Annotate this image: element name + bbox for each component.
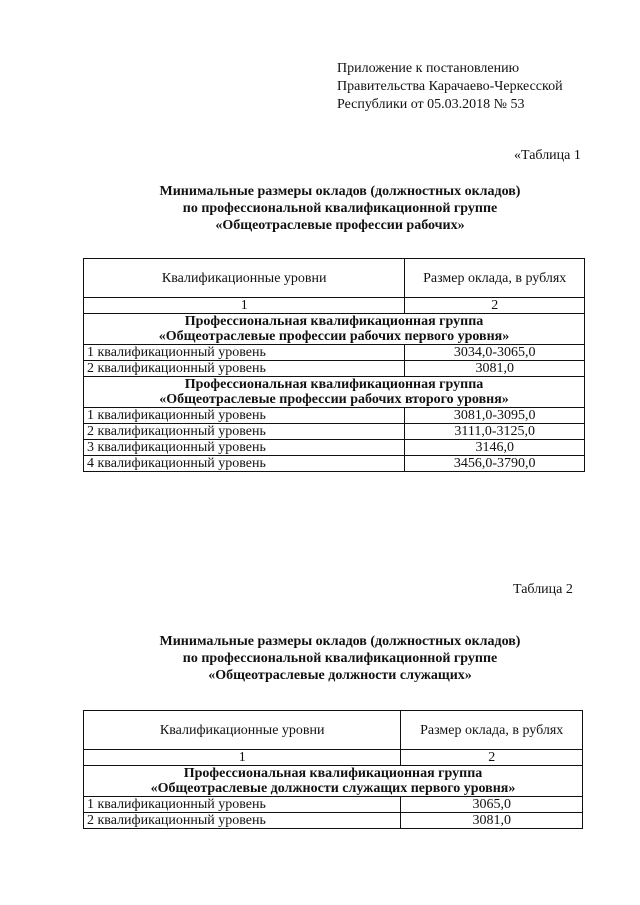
table2-group-1-title-line-1: Профессиональная квалификационная группа xyxy=(183,766,483,781)
table1-group-1-header xyxy=(84,314,585,345)
table1-header-row xyxy=(84,259,585,298)
table-row xyxy=(84,456,585,472)
table-row xyxy=(84,408,585,424)
table-row xyxy=(84,440,585,456)
level-cell: 3 квалификационный уровень xyxy=(84,440,405,456)
salary-cell: 3065,0 xyxy=(401,797,583,813)
table2-title-line-1: Минимальные размеры окладов (должностных окладов) xyxy=(159,634,521,649)
table1 xyxy=(83,258,585,472)
appendix-line-1: Приложение к постановлению xyxy=(337,61,520,76)
table-row xyxy=(84,345,585,361)
salary-cell: 3146,0 xyxy=(405,440,585,456)
table2-group-1-title-line-2: «Общеотраслевые должности служащих первого уровня» xyxy=(150,781,516,796)
salary-cell: 3081,0-3095,0 xyxy=(405,408,585,424)
table1-label: «Таблица 1 xyxy=(514,148,581,163)
table1-col-header-levels: Квалификационные уровни xyxy=(84,259,405,298)
table2-group-1-header xyxy=(84,766,583,797)
table-row xyxy=(84,424,585,440)
table2-header-row xyxy=(84,711,583,750)
table1-group-1-title xyxy=(84,314,585,345)
table1-title-line-1: Минимальные размеры окладов (должностных окладов) xyxy=(159,184,521,199)
level-cell: 2 квалификационный уровень xyxy=(84,813,401,829)
table-row xyxy=(84,813,583,829)
level-cell: 2 квалификационный уровень xyxy=(84,424,405,440)
level-cell: 4 квалификационный уровень xyxy=(84,456,405,472)
table1-group-2-title-line-2: «Общеотраслевые профессии рабочих второго уровня» xyxy=(159,392,509,407)
level-cell: 1 квалификационный уровень xyxy=(84,408,405,424)
salary-cell: 3081,0 xyxy=(405,361,585,377)
table2-col-number-1: 1 xyxy=(84,750,401,766)
table1-col-number-2: 2 xyxy=(405,298,585,314)
table2-group-1-title xyxy=(84,766,583,797)
appendix-line-3: Республики от 05.03.2018 № 53 xyxy=(337,97,525,112)
table1-col-number-row xyxy=(84,298,585,314)
table1-group-1-title-line-1: Профессиональная квалификационная группа xyxy=(184,314,484,329)
table-row xyxy=(84,361,585,377)
appendix-line-2: Правительства Карачаево-Черкесской xyxy=(337,79,563,94)
table1-group-1-title-line-2: «Общеотраслевые профессии рабочих первого уровня» xyxy=(158,329,510,344)
table2-title-line-2: по профессиональной квалификационной группе xyxy=(182,651,498,666)
table1-col-header-salary: Размер оклада, в рублях xyxy=(405,259,585,298)
table2-title-line-3: «Общеотраслевые должности служащих» xyxy=(208,668,472,683)
table-row xyxy=(84,797,583,813)
table1-title-line-3: «Общеотраслевые профессии рабочих» xyxy=(215,218,465,233)
table1-title-line-2: по профессиональной квалификационной группе xyxy=(182,201,498,216)
level-cell: 1 квалификационный уровень xyxy=(84,797,401,813)
table2-title xyxy=(0,633,640,684)
table2-col-number-2: 2 xyxy=(401,750,583,766)
table2-col-number-row xyxy=(84,750,583,766)
salary-cell: 3034,0-3065,0 xyxy=(405,345,585,361)
salary-cell: 3081,0 xyxy=(401,813,583,829)
table1-group-2-title-line-1: Профессиональная квалификационная группа xyxy=(184,377,484,392)
table2-col-header-salary: Размер оклада, в рублях xyxy=(401,711,583,750)
table2-label: Таблица 2 xyxy=(513,582,573,597)
table1-group-2-title xyxy=(84,377,585,408)
level-cell: 2 квалификационный уровень xyxy=(84,361,405,377)
table2-col-header-levels: Квалификационные уровни xyxy=(84,711,401,750)
appendix-note xyxy=(337,60,563,114)
table1-title xyxy=(0,183,640,234)
salary-cell: 3111,0-3125,0 xyxy=(405,424,585,440)
level-cell: 1 квалификационный уровень xyxy=(84,345,405,361)
table1-col-number-1: 1 xyxy=(84,298,405,314)
salary-cell: 3456,0-3790,0 xyxy=(405,456,585,472)
table1-group-2-header xyxy=(84,377,585,408)
table2 xyxy=(83,710,583,829)
